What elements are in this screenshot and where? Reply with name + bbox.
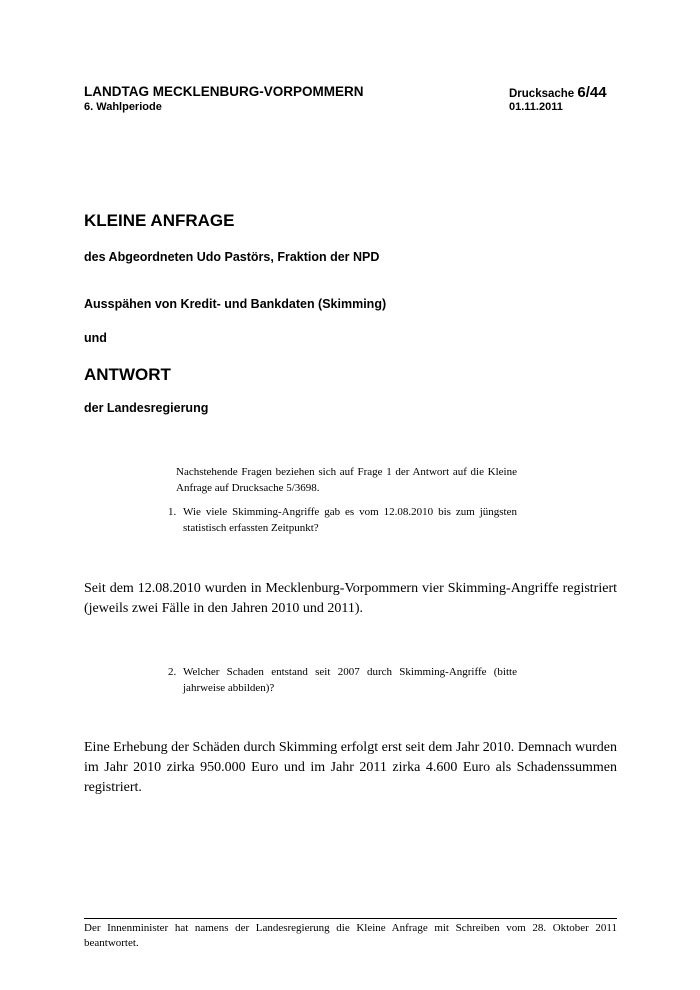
document-date: 01.11.2011 (509, 101, 563, 113)
question-number: 2. (168, 666, 177, 678)
answer-by-line: der Landesregierung (84, 401, 209, 415)
subject-line: Ausspähen von Kredit- und Bankdaten (Skimming) (84, 297, 387, 311)
question-number: 1. (168, 506, 177, 518)
question-text: Wie viele Skimming-Angriffe gab es vom 12.08.2010 bis zum jüngsten statistisch erfassten Zeitpunkt? (183, 506, 517, 534)
preface-text: Nachstehende Fragen beziehen sich auf Frage 1 der Antwort auf die Kleine Anfrage auf Drucksache 5/3698. (176, 466, 517, 494)
electoral-period: 6. Wahlperiode (84, 101, 162, 113)
connector-word: und (84, 331, 107, 345)
question-2 (168, 664, 517, 696)
answer-1: Seit dem 12.08.2010 wurden in Mecklenburg-Vorpommern vier Skimming-Angriffe registriert (jeweils zwei Fälle in den Jahren 2010 und 2011). (84, 581, 617, 616)
question-text: Welcher Schaden entstand seit 2007 durch Skimming-Angriffe (bitte jahrweise abbilden)? (183, 666, 517, 694)
answer-title: ANTWORT (84, 365, 171, 384)
document-type-title: KLEINE ANFRAGE (84, 211, 235, 230)
footer-note: Der Innenminister hat namens der Landesregierung die Kleine Anfrage mit Schreiben vom 28. Oktober 2011 beantwortet. (84, 922, 617, 949)
drucksache-reference (509, 84, 607, 101)
question-1 (168, 504, 517, 536)
author-line: des Abgeordneten Udo Pastörs, Fraktion der NPD (84, 250, 380, 264)
answer-2: Eine Erhebung der Schäden durch Skimming erfolgt erst seit dem Jahr 2010. Demnach wurden im Jahr 2010 zirka 950.000 Euro und im Jahr 2011 zirka 4.600 Euro als Schadenssummen registriert. (84, 740, 617, 795)
drucksache-label: Drucksache (509, 88, 578, 100)
footer-divider (84, 918, 617, 919)
parliament-name: LANDTAG MECKLENBURG-VORPOMMERN (84, 84, 364, 99)
drucksache-number: 6/44 (577, 84, 607, 101)
